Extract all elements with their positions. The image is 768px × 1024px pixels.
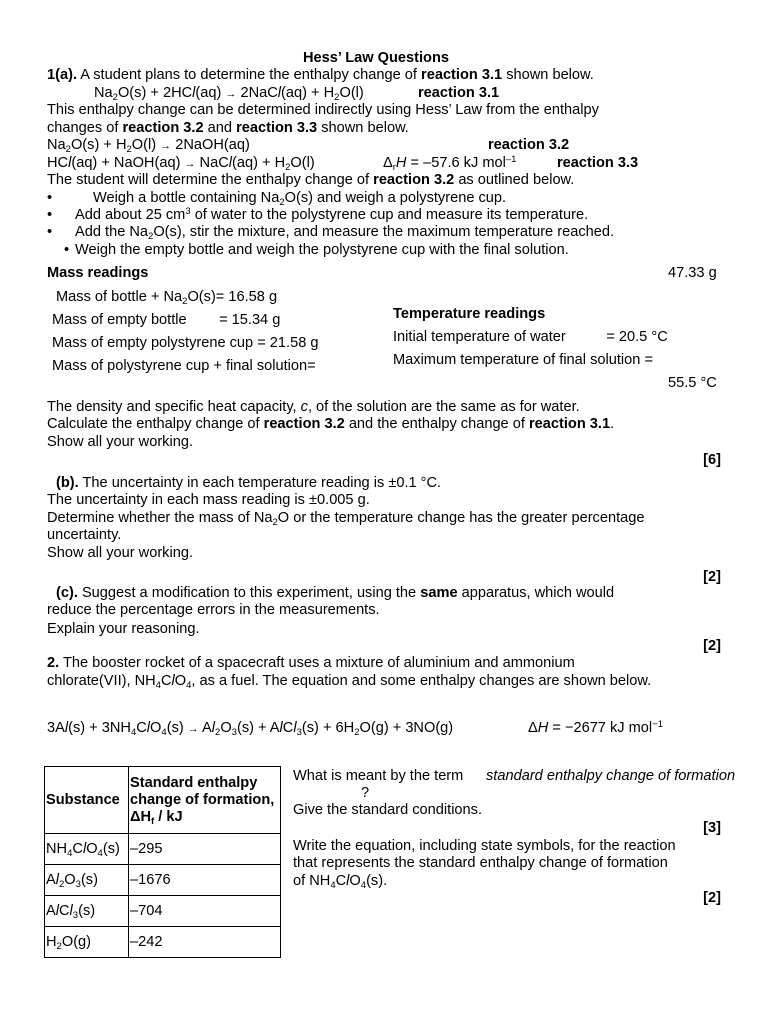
q2-equation-q-line3: of $NH_4ClO_4(s)$.: [293, 873, 388, 891]
substance-al2o3: $Al_2O_3(s)$: [45, 865, 129, 896]
q1b-line1: (b). The uncertainty in each temperature reading is ±0.1 °C.: [56, 475, 442, 491]
reaction-3-3-enthalpy: $\Delta_rH = -57.6$ kJ mol$^{-1}$: [383, 154, 517, 173]
table-header-enthalpy: Standard enthalpy change of formation, $\Delta H_f$ / kJ: [129, 767, 281, 834]
q2-line2: chlorate(VII), $NH_4ClO_4$, as a fuel. The equation and some enthalpy changes are shown below.: [47, 673, 652, 691]
bullet-1-marker: •: [47, 190, 53, 206]
enthalpy-value: –295: [129, 834, 281, 865]
maximum-temperature: Maximum temperature of final solution =: [393, 352, 653, 368]
bullet-2: Add about 25 $cm^3$ of water to the polystyrene cup and measure its temperature.: [75, 206, 589, 223]
enthalpy-value: –1676: [129, 865, 281, 896]
q2-conditions: Give the standard conditions.: [293, 802, 483, 818]
bullet-2-marker: •: [47, 207, 53, 223]
q1c-line3: Explain your reasoning.: [47, 621, 200, 637]
mass-empty-cup: Mass of empty polystyrene cup = 21.58 g: [52, 335, 319, 351]
table-row: [45, 896, 281, 927]
q2-equation-q-line2: that represents the standard enthalpy change of formation: [293, 855, 668, 871]
show-working-1a: Show all your working.: [47, 434, 194, 450]
q1b-line2: The uncertainty in each mass reading is ±0.005 g.: [47, 492, 370, 508]
bullet-3-marker: •: [47, 224, 53, 240]
enthalpy-value: –704: [129, 896, 281, 927]
equation-reaction-3-2: $Na_2O(s) + H_2O(l)$ → 2NaOH(aq): [47, 137, 250, 155]
q2-line1: 2. The booster rocket of a spacecraft uses a mixture of aluminium and ammonium: [47, 655, 575, 671]
reaction-3-1-label: reaction 3.1: [418, 85, 500, 101]
bullet-4-marker: •: [64, 242, 70, 258]
q1a-para2: changes of reaction 3.2 and reaction 3.3 shown below.: [47, 120, 409, 136]
marks-2-part1: [3]: [703, 820, 721, 836]
q1c-line2: reduce the percentage errors in the measurements.: [47, 602, 380, 618]
q1b-line4: uncertainty.: [47, 527, 122, 543]
show-working-1b: Show all your working.: [47, 545, 194, 561]
mass-empty-bottle: Mass of empty bottle = 15.34 g: [52, 312, 281, 328]
substance-h2o: $H_2O(g)$: [45, 927, 129, 958]
marks-1a: [6]: [703, 452, 721, 468]
bullet-3: Add the $Na_2O(s)$, stir the mixture, and measure the maximum temperature reached.: [75, 224, 615, 242]
q1a-intro: 1(a). A student plans to determine the enthalpy change of reaction 3.1 shown below.: [47, 67, 594, 83]
table-header-row: [45, 767, 281, 834]
substance-alcl3: AlCl$_3$(s): [45, 896, 129, 927]
temperature-readings-heading: Temperature readings: [393, 306, 546, 322]
q1a-outline: The student will determine the enthalpy change of reaction 3.2 as outlined below.: [47, 172, 575, 188]
marks-2-part2: [2]: [703, 890, 721, 906]
bullet-1: Weigh a bottle containing $Na_2O(s)$ and weigh a polystyrene cup.: [93, 190, 507, 208]
q1c-line1: (c). Suggest a modification to this experiment, using the same apparatus, which would: [56, 585, 615, 601]
calculate-instruction: Calculate the enthalpy change of reaction 3.2 and the enthalpy change of reaction 3.1.: [47, 416, 615, 432]
equation-reaction-3-1: $Na_2O(s) + 2HCl(aq)$ → 2NaCl(aq) + $H_2O(l)$: [94, 85, 364, 103]
q2-equation: $3Al(s) + 3NH_4ClO_4(s) \to Al_2O_3(s)$ + AlCl$_3$(s) + $6H_2O(g) + 3NO(g)$: [47, 720, 454, 738]
table-row: [45, 865, 281, 896]
page-title: Hess’ Law Questions: [303, 50, 449, 66]
q2-meaning-line2: ?: [361, 785, 370, 801]
substance-nh4clo4: $NH_4ClO_4(s)$: [45, 834, 129, 865]
q2-enthalpy: ΔH = −2677 kJ mol$^{-1}$: [528, 719, 663, 736]
reaction-3-3-label: reaction 3.3: [557, 155, 639, 171]
mass-bottle-na2o: Mass of bottle + $Na_2O(s)= 16.58$ g: [56, 289, 278, 307]
initial-temperature: Initial temperature of water = 20.5 °C: [393, 329, 668, 345]
table-row: [45, 834, 281, 865]
marks-1c: [2]: [703, 638, 721, 654]
q2-equation-q-line1: Write the equation, including state symbols, for the reaction: [293, 838, 676, 854]
mass-cup-solution-value: 47.33 g: [668, 265, 717, 281]
reaction-3-2-label: reaction 3.2: [488, 137, 570, 153]
table-row: [45, 927, 281, 958]
q1a-number: 1(a).: [47, 67, 78, 83]
equation-reaction-3-3: HCl(aq) + NaOH(aq) → NaCl(aq) + $H_2O(l)$: [47, 155, 315, 173]
bullet-4: Weigh the empty bottle and weigh the polystyrene cup with the final solution.: [75, 242, 569, 258]
q2-meaning-line1: What is meant by the term standard enthalpy change of formation: [293, 768, 736, 784]
enthalpy-table: [44, 766, 281, 958]
density-statement: The density and specific heat capacity, c, of the solution are the same as for water.: [47, 399, 580, 415]
marks-1b: [2]: [703, 569, 721, 585]
q1a-para1: This enthalpy change can be determined indirectly using Hess’ Law from the enthalpy: [47, 102, 599, 118]
mass-cup-solution: Mass of polystyrene cup + final solution=: [52, 358, 316, 374]
enthalpy-value: –242: [129, 927, 281, 958]
table-header-substance: Substance: [45, 767, 129, 834]
maximum-temperature-value: 55.5 °C: [668, 375, 717, 391]
q1b-line3: Determine whether the mass of $Na_2O$ or the temperature change has the greater percentage: [47, 510, 645, 528]
mass-readings-heading: Mass readings: [47, 265, 149, 281]
